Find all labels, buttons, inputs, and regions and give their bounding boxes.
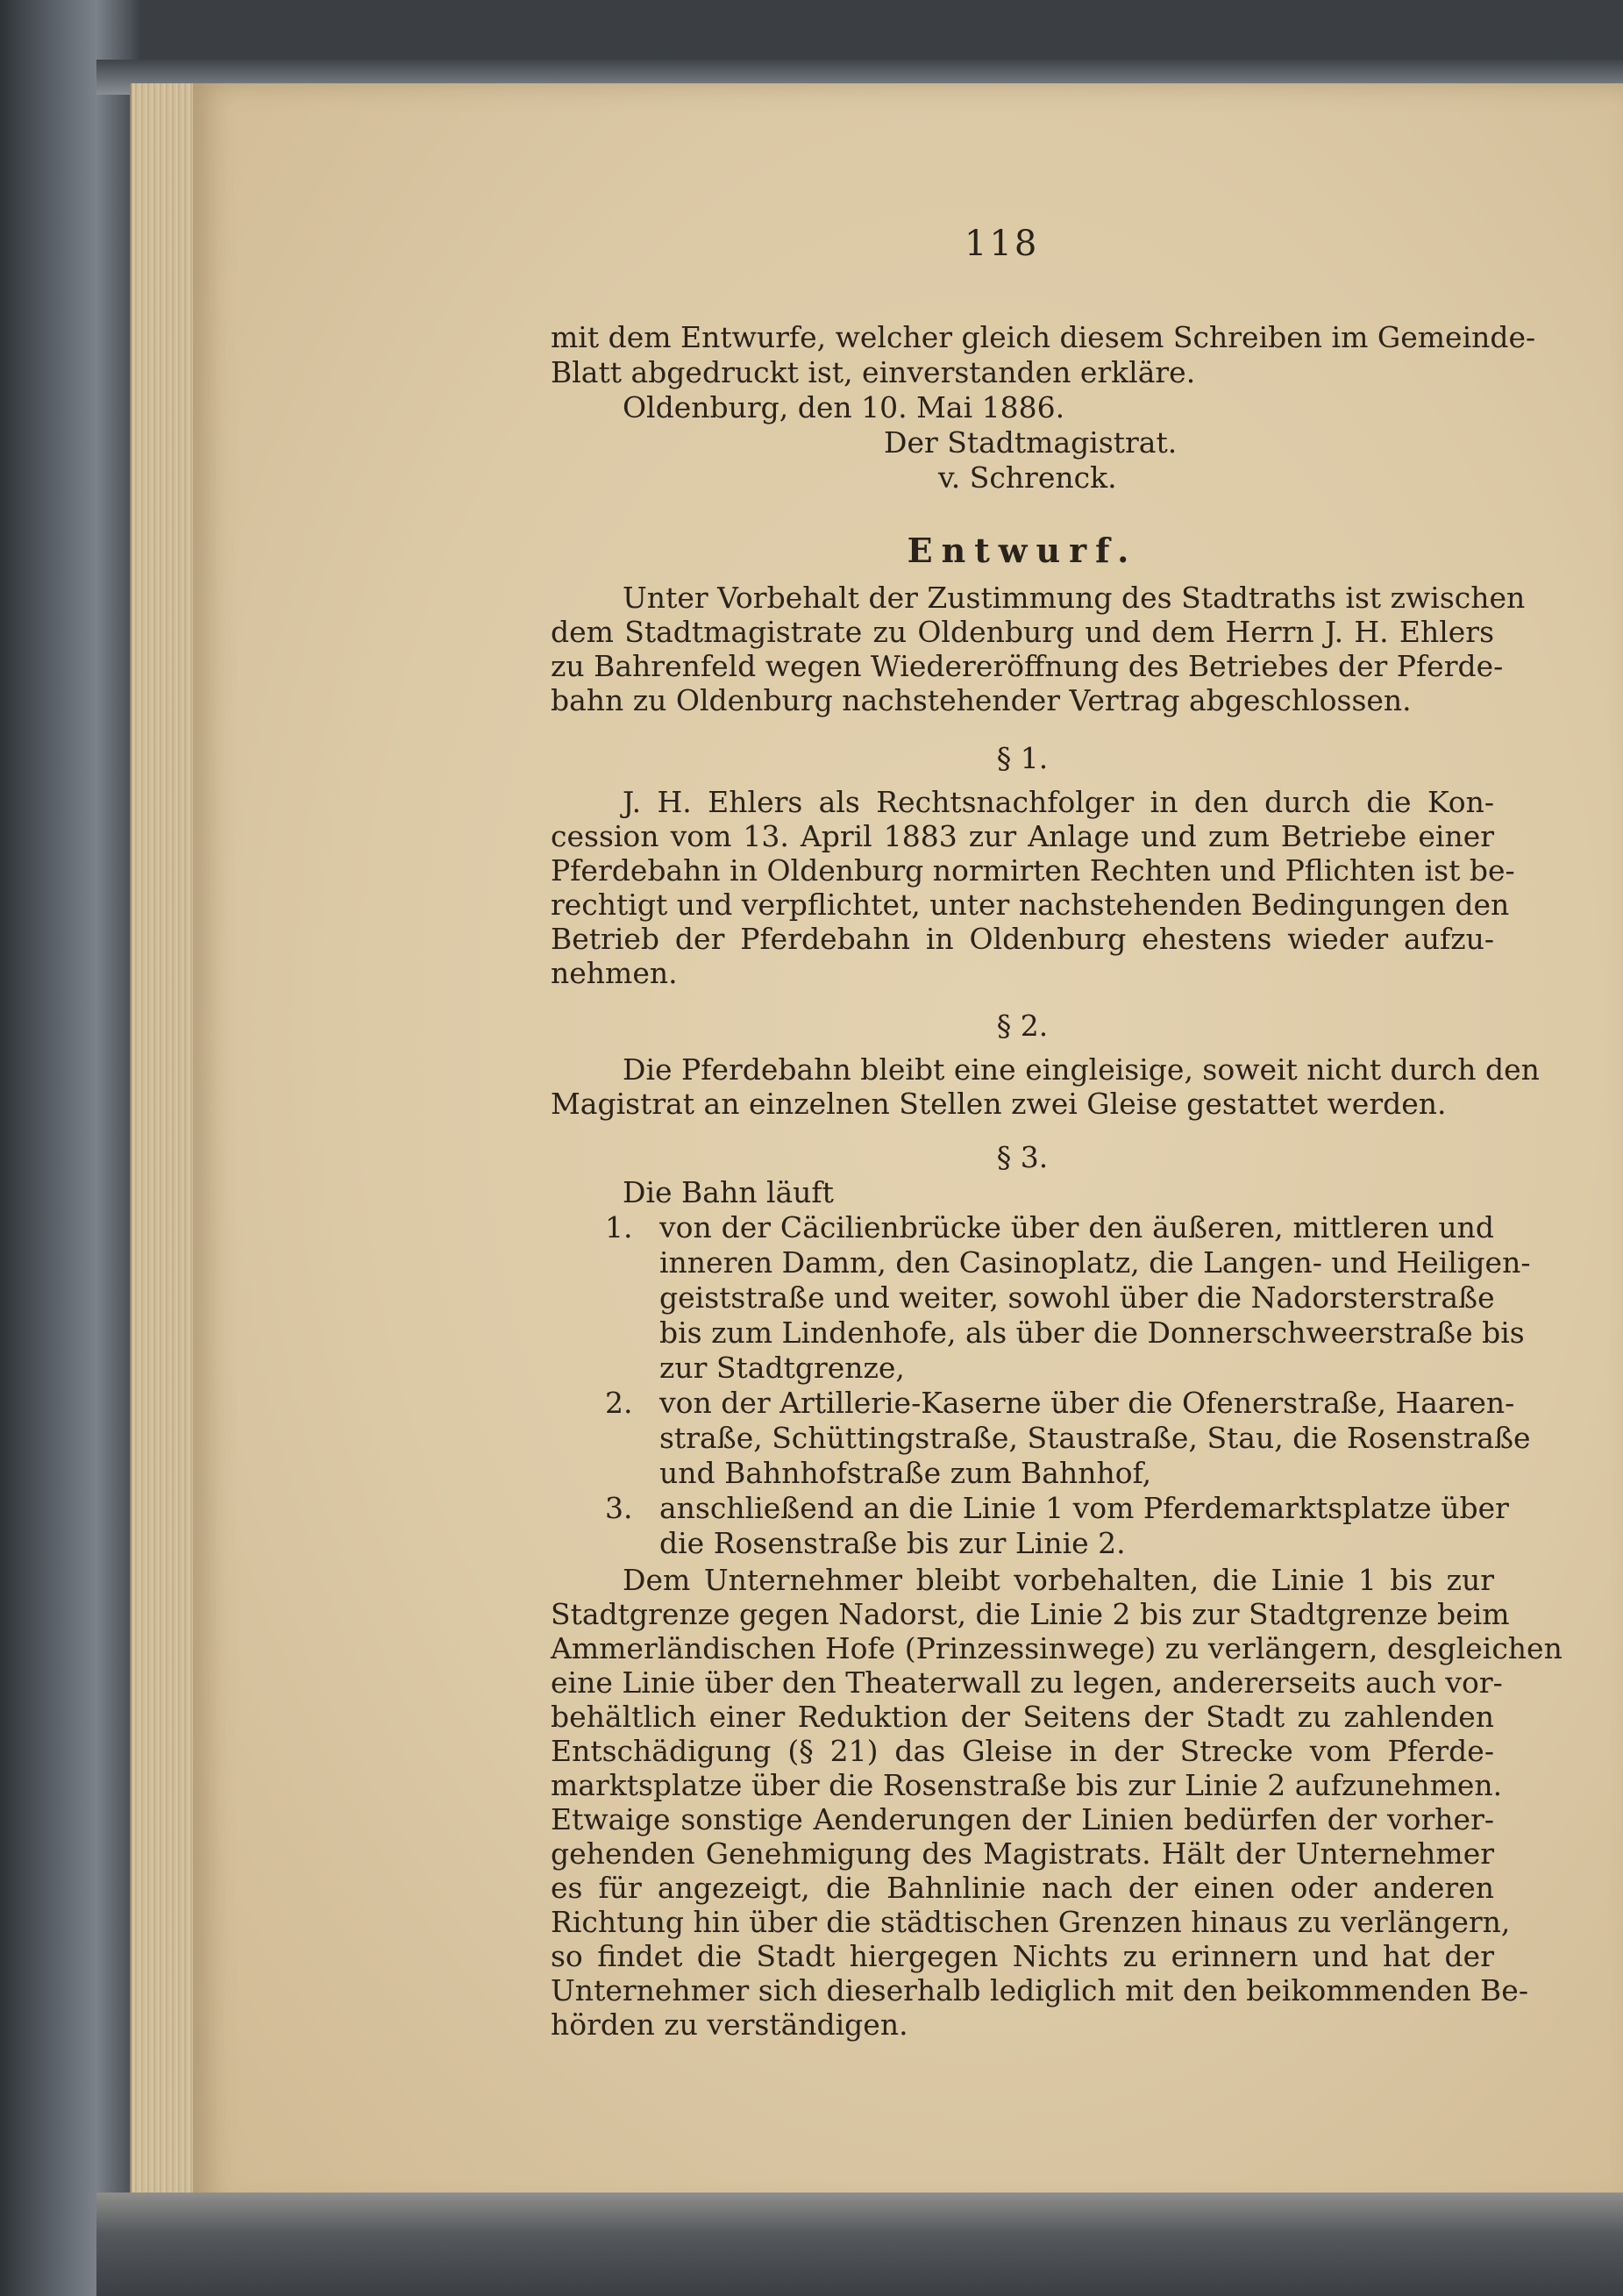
closing-line: Richtung hin über die städtischen Grenzen hinaus zu verlängern, [551, 1905, 1511, 1939]
section-2-line: Magistrat an einzelnen Stellen zwei Gleise gestattet werden. [551, 1087, 1447, 1121]
signature-name: v. Schrenck. [938, 460, 1117, 495]
signature-org: Der Stadtmagistrat. [884, 425, 1178, 460]
page-edges [130, 83, 202, 2210]
section-1-line: Betrieb der Pferdebahn in Oldenburg ehestens wieder aufzu- [551, 922, 1494, 956]
closing-line: behältlich einer Reduktion der Seitens der Stadt zu zahlenden [551, 1700, 1494, 1734]
route-2-line: straße, Schüttingstraße, Staustraße, Stau, die Rosenstraße [659, 1421, 1531, 1455]
preamble-line: Unter Vorbehalt der Zustimmung des Stadtraths ist zwischen [623, 581, 1526, 615]
closing-line: Dem Unternehmer bleibt vorbehalten, die Linie 1 bis zur [623, 1563, 1494, 1597]
section-3-intro: Die Bahn läuft [623, 1175, 834, 1209]
section-1-line: J. H. Ehlers als Rechtsnachfolger in den durch die Kon- [623, 785, 1494, 819]
route-1-line: inneren Damm, den Casinoplatz, die Langen- und Heiligen- [659, 1245, 1531, 1280]
section-2-title: § 2. [996, 1009, 1049, 1043]
route-1-line: geiststraße und weiter, sowohl über die Nadorsterstraße [659, 1280, 1495, 1315]
route-1-line: bis zum Lindenhofe, als über die Donnerschweerstraße bis [659, 1316, 1525, 1350]
closing-line: gehenden Genehmigung des Magistrats. Hält der Unternehmer [551, 1836, 1494, 1871]
route-1-number: 1. [605, 1210, 633, 1244]
section-1-line: Pferdebahn in Oldenburg normirten Rechten und Pflichten ist be- [551, 853, 1515, 888]
preamble-line: bahn zu Oldenburg nachstehender Vertrag abgeschlossen. [551, 683, 1412, 717]
page-number: 118 [965, 224, 1040, 264]
closing-line: so findet die Stadt hiergegen Nichts zu erinnern und hat der [551, 1939, 1494, 1973]
route-2-number: 2. [605, 1386, 633, 1420]
closing-line: eine Linie über den Theaterwall zu legen, andererseits auch vor- [551, 1665, 1503, 1700]
section-1-line: cession vom 13. April 1883 zur Anlage und zum Betriebe einer [551, 819, 1494, 853]
intro-line: Blatt abgedruckt ist, einverstanden erkläre. [551, 355, 1196, 389]
section-2-line: Die Pferdebahn bleibt eine eingleisige, soweit nicht durch den [623, 1052, 1540, 1087]
preamble-line: zu Bahrenfeld wegen Wiedereröffnung des Betriebes der Pferde- [551, 649, 1504, 683]
place-date: Oldenburg, den 10. Mai 1886. [623, 390, 1065, 424]
closing-line: Stadtgrenze gegen Nadorst, die Linie 2 bis zur Stadtgrenze beim [551, 1597, 1510, 1631]
closing-line: marktsplatze über die Rosenstraße bis zur Linie 2 aufzunehmen. [551, 1768, 1503, 1802]
closing-line: Unternehmer sich dieserhalb lediglich mit den beikommenden Be- [551, 1973, 1528, 2007]
section-1-line: rechtigt und verpflichtet, unter nachstehenden Bedingungen den [551, 888, 1510, 922]
document-heading: Entwurf. [907, 531, 1138, 570]
route-1-line: zur Stadtgrenze, [659, 1351, 905, 1385]
section-1-line: nehmen. [551, 956, 678, 990]
route-3-number: 3. [605, 1491, 633, 1525]
route-3-line: anschließend an die Linie 1 vom Pferdemarktsplatze über [659, 1491, 1509, 1525]
route-2-line: und Bahnhofstraße zum Bahnhof, [659, 1456, 1152, 1490]
closing-line: hörden zu verständigen. [551, 2007, 908, 2042]
route-2-line: von der Artillerie-Kaserne über die Ofenerstraße, Haaren- [659, 1386, 1515, 1420]
route-3-line: die Rosenstraße bis zur Linie 2. [659, 1526, 1126, 1560]
closing-line: Etwaige sonstige Aenderungen der Linien bedürfen der vorher- [551, 1802, 1494, 1836]
preamble-line: dem Stadtmagistrate zu Oldenburg und dem Herrn J. H. Ehlers [551, 615, 1494, 649]
intro-line: mit dem Entwurfe, welcher gleich diesem Schreiben im Gemeinde- [551, 320, 1536, 354]
cover-bottom-edge [96, 2193, 1623, 2296]
section-1-title: § 1. [996, 741, 1049, 775]
closing-line: es für angezeigt, die Bahnlinie nach der einen oder anderen [551, 1871, 1494, 1905]
section-3-title: § 3. [996, 1140, 1049, 1174]
route-1-line: von der Cäcilienbrücke über den äußeren, mittleren und [659, 1210, 1494, 1244]
closing-line: Ammerländischen Hofe (Prinzessinwege) zu verlängern, desgleichen [551, 1631, 1562, 1665]
closing-line: Entschädigung (§ 21) das Gleise in der Strecke vom Pferde- [551, 1734, 1494, 1768]
